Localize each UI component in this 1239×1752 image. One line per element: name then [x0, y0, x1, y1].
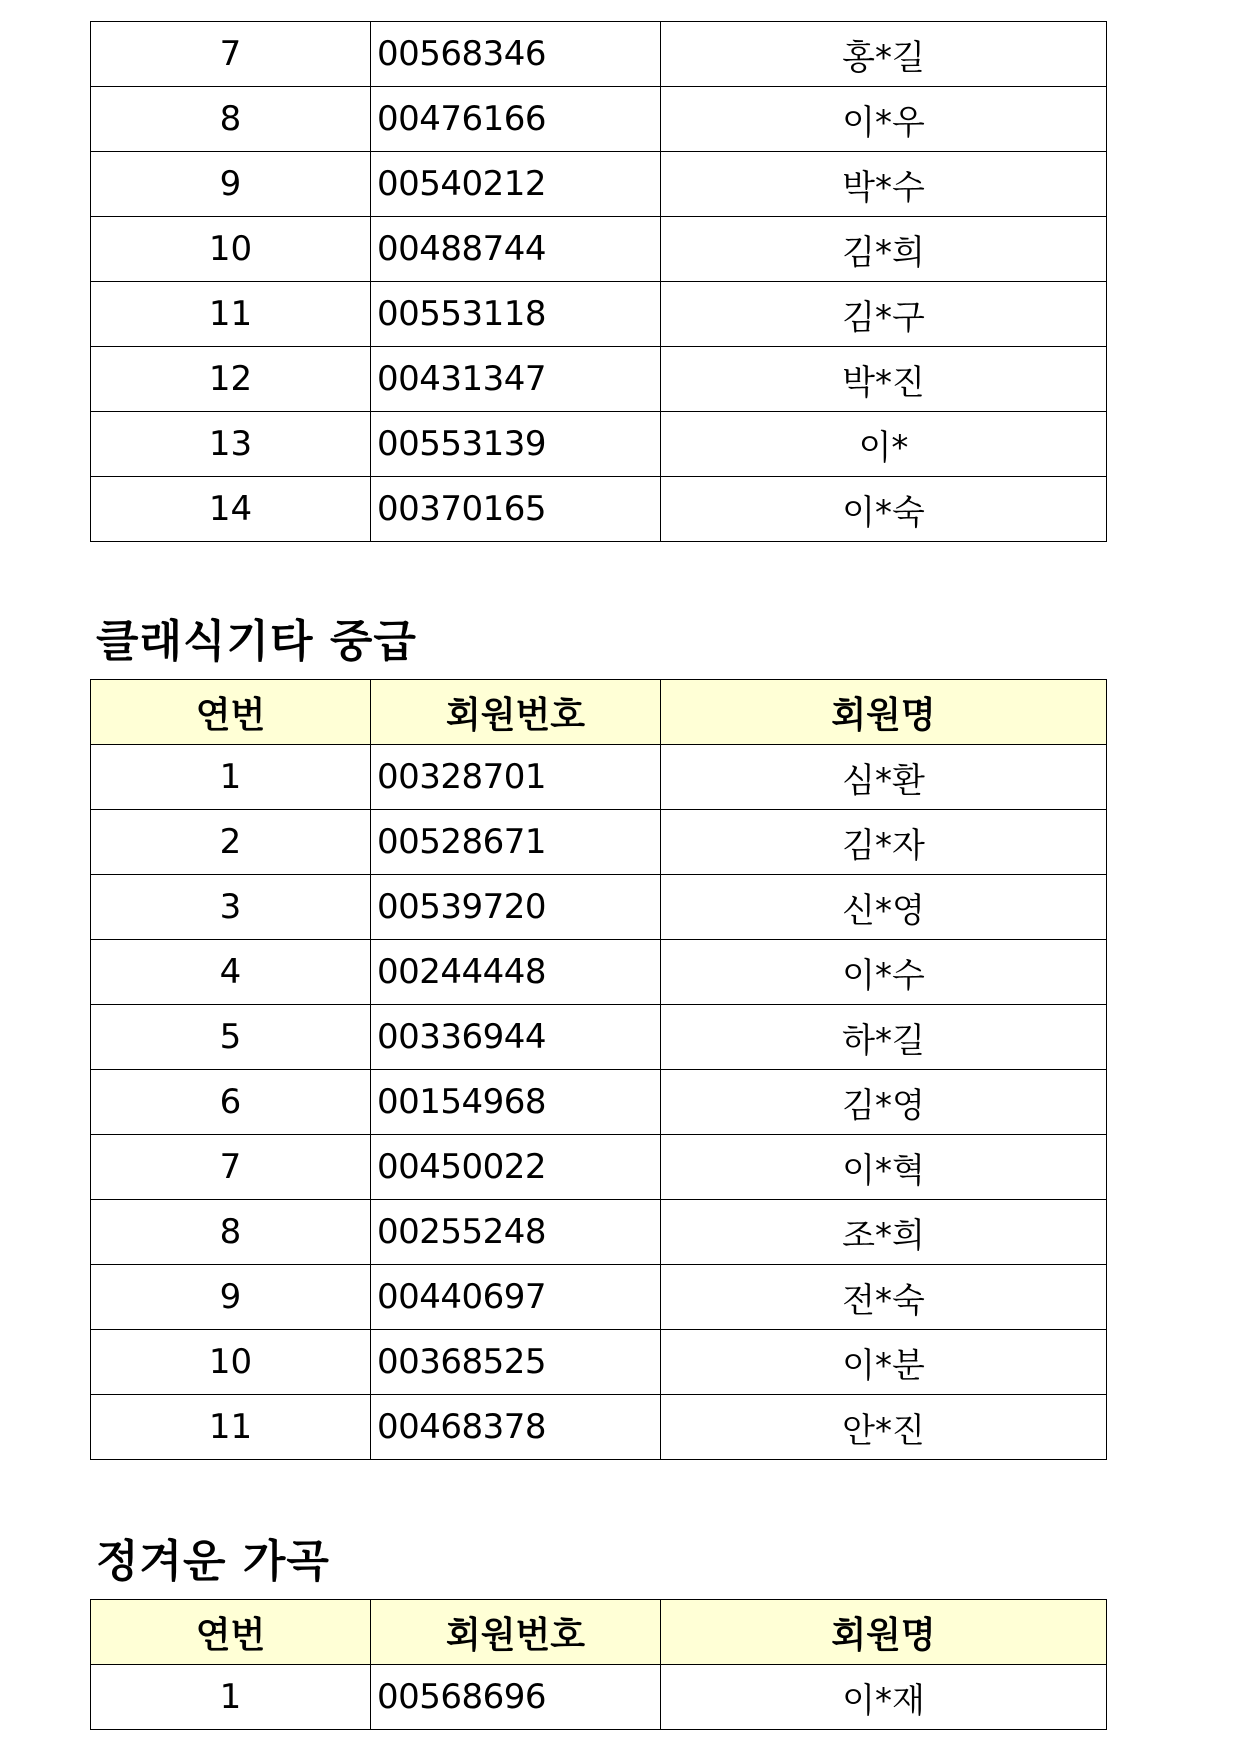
member-id: 00488744	[371, 217, 661, 282]
table-row	[91, 1395, 1107, 1460]
table-row	[91, 347, 1107, 412]
member-id: 00553139	[371, 412, 661, 477]
row-number: 11	[91, 1395, 371, 1460]
section-title-classic-guitar-intermediate: 클래식기타 중급	[96, 616, 417, 667]
table-row	[91, 477, 1107, 542]
member-name: 김*희	[661, 217, 1107, 282]
member-id: 00328701	[371, 745, 661, 810]
table-body	[91, 745, 1107, 1460]
row-number: 3	[91, 875, 371, 940]
table-row	[91, 87, 1107, 152]
member-name: 이*숙	[661, 477, 1107, 542]
member-id: 00476166	[371, 87, 661, 152]
row-number: 10	[91, 1330, 371, 1395]
row-number: 8	[91, 1200, 371, 1265]
member-id: 00568346	[371, 22, 661, 87]
member-id: 00539720	[371, 875, 661, 940]
member-name: 박*진	[661, 347, 1107, 412]
member-id: 00553118	[371, 282, 661, 347]
table-row	[91, 1330, 1107, 1395]
table-row	[91, 1070, 1107, 1135]
row-number: 6	[91, 1070, 371, 1135]
member-id: 00431347	[371, 347, 661, 412]
member-name: 심*환	[661, 745, 1107, 810]
column-header-number: 연번	[91, 680, 371, 745]
table-row	[91, 217, 1107, 282]
row-number: 1	[91, 1665, 371, 1730]
table-row	[91, 940, 1107, 1005]
table-row	[91, 1200, 1107, 1265]
member-id: 00568696	[371, 1665, 661, 1730]
column-header-member-id: 회원번호	[371, 680, 661, 745]
member-id: 00528671	[371, 810, 661, 875]
member-id: 00368525	[371, 1330, 661, 1395]
member-name: 이*분	[661, 1330, 1107, 1395]
row-number: 2	[91, 810, 371, 875]
member-name: 전*숙	[661, 1265, 1107, 1330]
column-header-member-name: 회원명	[661, 680, 1107, 745]
row-number: 7	[91, 1135, 371, 1200]
member-name: 홍*길	[661, 22, 1107, 87]
member-name: 신*영	[661, 875, 1107, 940]
row-number: 1	[91, 745, 371, 810]
row-number: 7	[91, 22, 371, 87]
table-row	[91, 810, 1107, 875]
member-name: 안*진	[661, 1395, 1107, 1460]
table-row	[91, 1135, 1107, 1200]
member-id: 00450022	[371, 1135, 661, 1200]
member-table-continued	[90, 21, 1107, 542]
member-name: 이*재	[661, 1665, 1107, 1730]
table-body	[91, 1665, 1107, 1730]
table-body	[91, 22, 1107, 542]
member-id: 00370165	[371, 477, 661, 542]
member-id: 00540212	[371, 152, 661, 217]
member-id: 00244448	[371, 940, 661, 1005]
member-id: 00154968	[371, 1070, 661, 1135]
table-row	[91, 745, 1107, 810]
column-header-member-name: 회원명	[661, 1600, 1107, 1665]
member-name: 하*길	[661, 1005, 1107, 1070]
table-row	[91, 152, 1107, 217]
member-table-classic-guitar	[90, 679, 1107, 1460]
header-row	[91, 680, 1107, 745]
table-row	[91, 282, 1107, 347]
member-name: 이*	[661, 412, 1107, 477]
table-header	[91, 680, 1107, 745]
member-id: 00440697	[371, 1265, 661, 1330]
member-id: 00336944	[371, 1005, 661, 1070]
row-number: 10	[91, 217, 371, 282]
table-row	[91, 22, 1107, 87]
header-row	[91, 1600, 1107, 1665]
member-name: 김*구	[661, 282, 1107, 347]
row-number: 5	[91, 1005, 371, 1070]
member-name: 이*우	[661, 87, 1107, 152]
member-name: 김*영	[661, 1070, 1107, 1135]
row-number: 12	[91, 347, 371, 412]
row-number: 8	[91, 87, 371, 152]
row-number: 4	[91, 940, 371, 1005]
member-name: 조*희	[661, 1200, 1107, 1265]
member-name: 김*자	[661, 810, 1107, 875]
member-table-korean-art-song	[90, 1599, 1107, 1730]
table-row	[91, 412, 1107, 477]
table-row	[91, 1005, 1107, 1070]
section-title-korean-art-song: 정겨운 가곡	[96, 1536, 330, 1587]
row-number: 9	[91, 1265, 371, 1330]
column-header-member-id: 회원번호	[371, 1600, 661, 1665]
member-name: 박*수	[661, 152, 1107, 217]
row-number: 14	[91, 477, 371, 542]
row-number: 13	[91, 412, 371, 477]
table-row	[91, 1265, 1107, 1330]
member-name: 이*혁	[661, 1135, 1107, 1200]
table-header	[91, 1600, 1107, 1665]
table-row	[91, 1665, 1107, 1730]
member-name: 이*수	[661, 940, 1107, 1005]
row-number: 9	[91, 152, 371, 217]
column-header-number: 연번	[91, 1600, 371, 1665]
member-id: 00468378	[371, 1395, 661, 1460]
row-number: 11	[91, 282, 371, 347]
table-row	[91, 875, 1107, 940]
member-id: 00255248	[371, 1200, 661, 1265]
